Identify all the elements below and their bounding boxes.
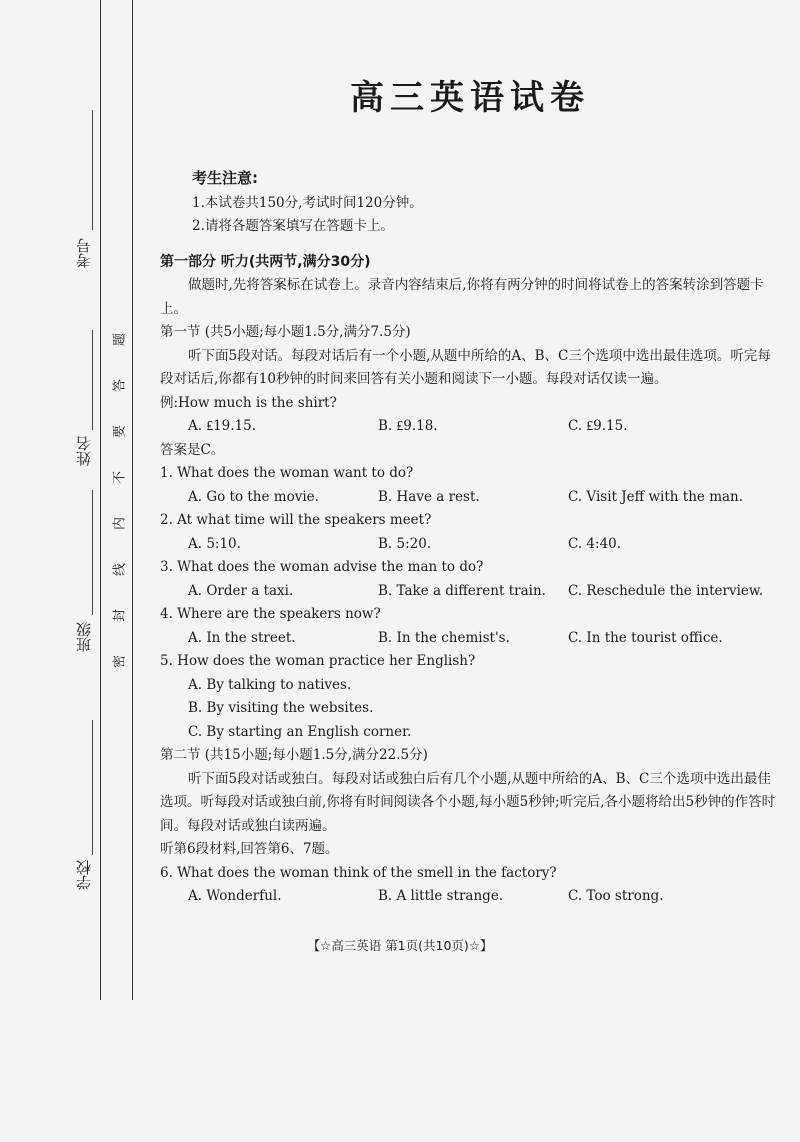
option-a: A. 5:10. [188, 535, 241, 552]
option-b: B. 5:20. [378, 535, 432, 552]
notice-box [192, 167, 780, 238]
seal-char: 不 [112, 471, 128, 485]
question-options [160, 533, 780, 557]
class-label: 班级 [75, 622, 93, 652]
notice-item: 2.请将各题答案填写在答题卡上。 [192, 218, 394, 234]
example-answer: 答案是C。 [160, 441, 225, 458]
notice-item: 1.本试卷共150分,考试时间120分钟。 [192, 195, 423, 211]
option-a: A. Wonderful. [188, 888, 282, 904]
seal-char: 线 [112, 563, 128, 577]
exam-no-blank [92, 110, 93, 230]
page-footer: 【☆高三英语 第1页(共10页)☆】 [307, 938, 493, 953]
option-c: C. Reschedule the interview. [568, 582, 764, 599]
option-c: C. In the tourist office. [568, 629, 723, 646]
question: 6. What does the woman think of the smell in the factory? [160, 864, 557, 881]
seal-char: 封 [112, 609, 128, 623]
seal-char: 密 [112, 655, 128, 669]
option-a: A. Order a taxi. [188, 582, 294, 599]
option-a: A. In the street. [188, 629, 296, 646]
option-b: B. A little strange. [378, 888, 504, 904]
class-blank [92, 490, 93, 615]
margin-line-inner [132, 0, 133, 1000]
seal-char: 答 [112, 379, 128, 393]
school-label: 学校 [75, 860, 93, 890]
part1-heading: 第一部分 听力(共两节,满分30分) [160, 254, 371, 270]
page-title: 高三英语试卷 [350, 78, 590, 118]
option-c: C. ₤9.15. [568, 418, 628, 434]
seal-char: 要 [112, 425, 128, 439]
section2-intro: 听下面5段对话或独白。每段对话或独白后有几个小题,从题中所给的A、B、C三个选项中选出最佳选项。听每段对话或独白前,你将有时间阅读各个小题,每小题5秒钟;听完后,各小题将给出5秒钟的作答时间。每段对话或独白读两遍。 [160, 770, 776, 834]
option-a: A. By talking to natives. [188, 676, 352, 693]
question-options [160, 580, 780, 604]
section2-heading: 第二节 (共15小题;每小题1.5分,满分22.5分) [160, 747, 428, 763]
exam-paper [160, 70, 780, 909]
question: 1. What does the woman want to do? [160, 465, 414, 481]
section1-intro: 听下面5段对话。每段对话后有一个小题,从题中所给的A、B、C三个选项中选出最佳选项。听完每段对话后,你都有10秒钟的时间来回答有关小题和阅读下一小题。每段对话仅读一遍。 [160, 347, 771, 387]
option-b: B. By visiting the websites. [188, 700, 374, 716]
option-c: C. 4:40. [568, 535, 622, 552]
school-blank [92, 720, 93, 855]
notice-heading: 考生注意: [192, 169, 258, 187]
section1-heading: 第一节 (共5小题;每小题1.5分,满分7.5分) [160, 324, 411, 340]
option-a: A. Go to the movie. [188, 488, 319, 505]
question-options [160, 486, 780, 510]
margin-line-outer [100, 0, 101, 1000]
question-options [160, 627, 780, 651]
option-b: B. Take a different train. [378, 582, 546, 599]
option-a: A. ₤19.15. [188, 418, 257, 434]
material-note: 听第6段材料,回答第6、7题。 [160, 841, 339, 857]
question: 5. How does the woman practice her English? [160, 653, 476, 669]
option-c: C. Too strong. [568, 888, 664, 904]
binding-margin [0, 0, 140, 1142]
example-options [160, 415, 780, 439]
name-label: 姓名 [75, 436, 93, 466]
example-question: 例:How much is the shirt? [160, 394, 337, 411]
option-b: B. ₤9.18. [378, 418, 438, 434]
question: 2. At what time will the speakers meet? [160, 512, 432, 528]
option-c: C. By starting an English corner. [188, 723, 412, 740]
option-b: B. Have a rest. [378, 488, 480, 505]
option-c: C. Visit Jeff with the man. [568, 488, 744, 505]
seal-char: 题 [112, 333, 128, 347]
question: 4. Where are the speakers now? [160, 606, 381, 622]
name-blank [92, 330, 93, 430]
part1-intro: 做题时,先将答案标在试卷上。录音内容结束后,你将有两分钟的时间将试卷上的答案转涂到答题卡上。 [160, 277, 764, 317]
question: 3. What does the woman advise the man to do? [160, 559, 484, 575]
exam-no-label: 考号 [75, 238, 93, 268]
seal-char: 内 [112, 517, 128, 531]
question-options [160, 885, 780, 909]
option-b: B. In the chemist's. [378, 629, 510, 646]
